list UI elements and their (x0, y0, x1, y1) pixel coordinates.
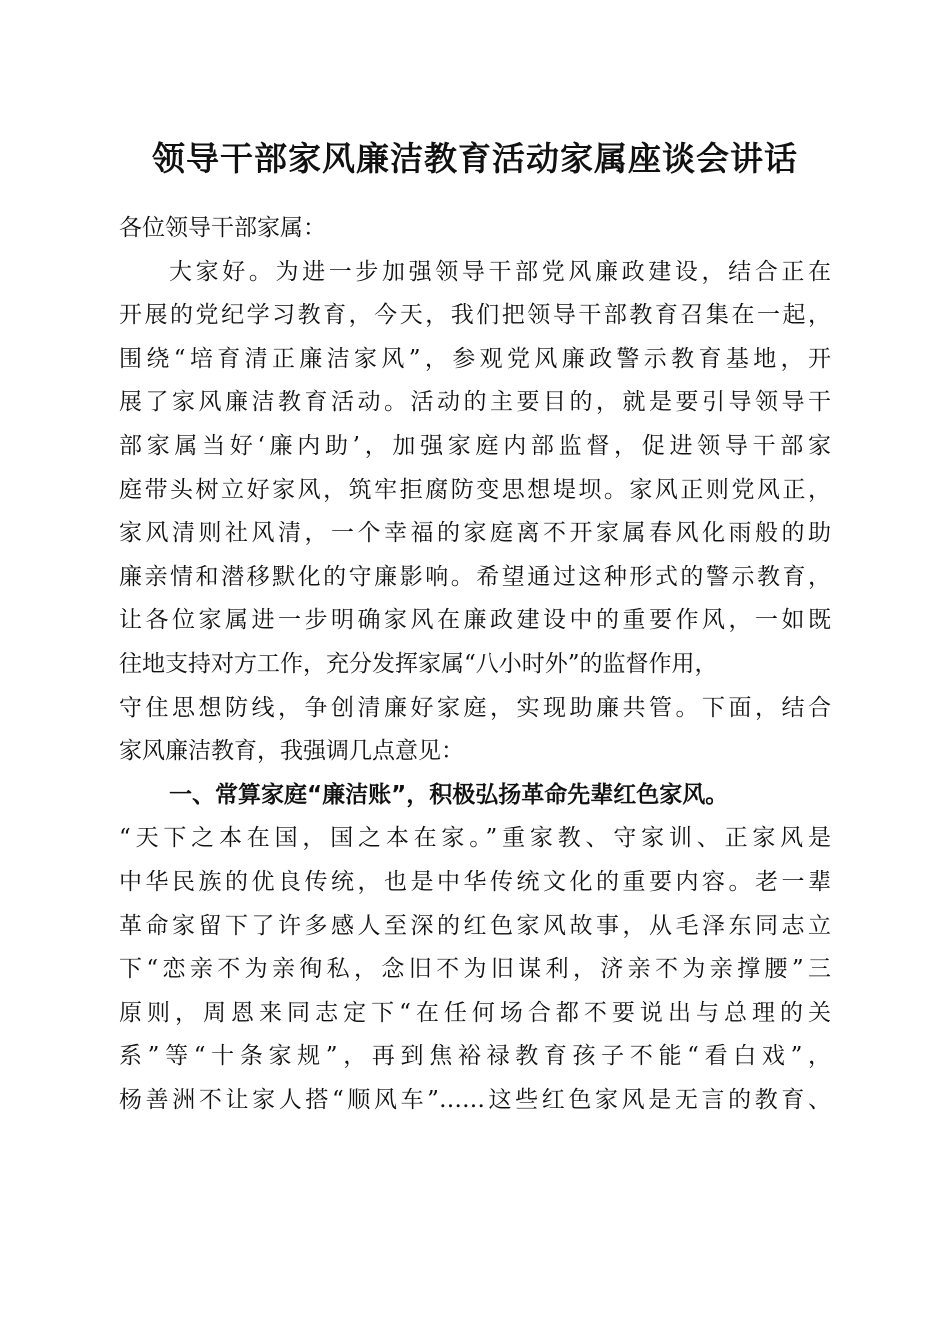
salutation-line: 各位领导干部家属： (119, 215, 326, 241)
paragraph-line: 往地支持对方工作，充分发挥家属“八小时外”的监督作用， (119, 650, 718, 677)
paragraph-line: 家风清则社风清，一个幸福的家庭离不开家属春风化雨般的助 (119, 520, 831, 547)
paragraph-line: 系”等“十条家规”，再到焦裕禄教育孩子不能“看白戏”， (119, 1043, 831, 1070)
paragraph-line: 庭带头树立好家风，筑牢拒腐防变思想堤坝。家风正则党风正， (119, 476, 831, 503)
paragraph-line: 杨善洲不让家人搭“顺风车”……这些红色家风是无言的教育、 (119, 1086, 831, 1113)
paragraph-line: 守住思想防线，争创清廉好家庭，实现助廉共管。下面，结合 (119, 694, 831, 721)
paragraph-line: 大家好。为进一步加强领导干部党风廉政建设，结合正在 (169, 258, 831, 285)
paragraph-line: 开展的党纪学习教育，今天，我们把领导干部教育召集在一起， (119, 302, 831, 329)
document-body (119, 207, 831, 1122)
paragraph-line: 廉亲情和潜移默化的守廉影响。希望通过这种形式的警示教育， (119, 563, 831, 590)
paragraph-line: “天下之本在国，国之本在家。”重家教、守家训、正家风是 (119, 825, 831, 852)
paragraph-line: 革命家留下了许多感人至深的红色家风故事，从毛泽东同志立 (119, 912, 831, 939)
section-heading: 一、常算家庭“廉洁账”，积极弘扬革命先辈红色家风。 (169, 781, 729, 808)
paragraph-line: 围绕“培育清正廉洁家风”，参观党风廉政警示教育基地，开 (119, 345, 831, 372)
paragraph-line: 让各位家属进一步明确家风在廉政建设中的重要作风，一如既 (119, 607, 831, 634)
paragraph-line: 下“恋亲不为亲徇私，念旧不为旧谋利，济亲不为亲撑腰”三 (119, 956, 831, 983)
paragraph-line: 部家属当好‘廉内助’，加强家庭内部监督，促进领导干部家 (119, 432, 831, 459)
document-title: 领导干部家风廉洁教育活动家属座谈会讲话 (152, 139, 798, 178)
paragraph-line: 中华民族的优良传统，也是中华传统文化的重要内容。老一辈 (119, 868, 831, 895)
paragraph-line: 原则，周恩来同志定下“在任何场合都不要说出与总理的关 (119, 999, 831, 1026)
paragraph-line: 家风廉洁教育，我强调几点意见： (119, 738, 464, 765)
paragraph-line: 展了家风廉洁教育活动。活动的主要目的，就是要引导领导干 (119, 389, 831, 416)
